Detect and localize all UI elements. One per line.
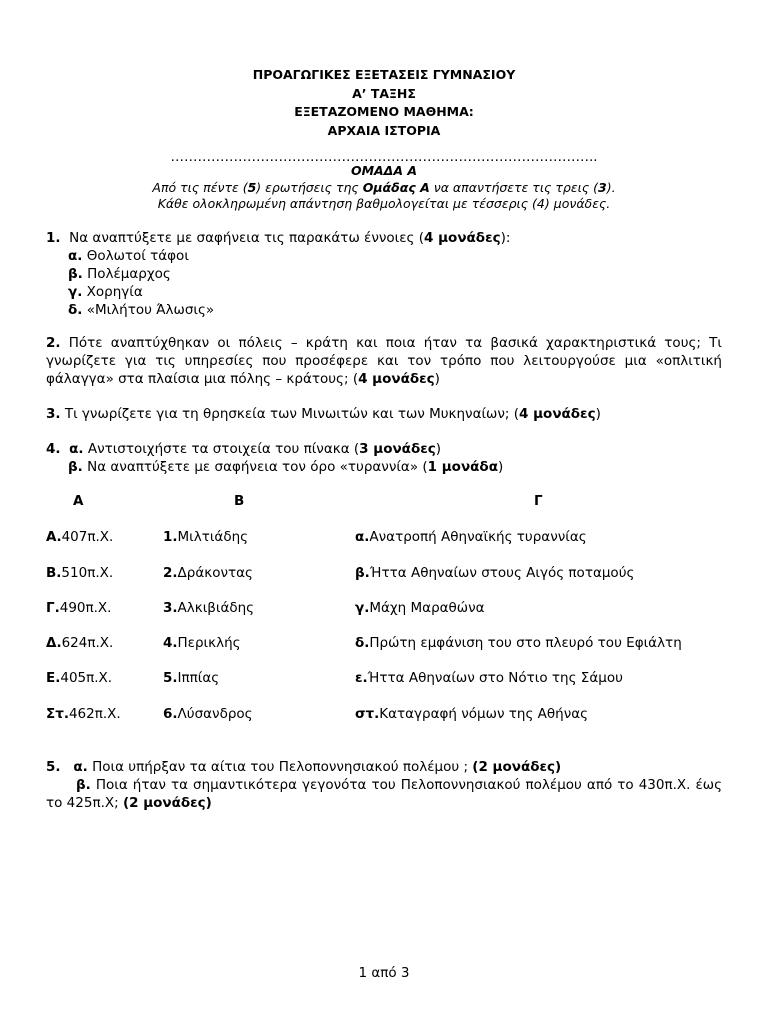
column-header-c: Γ	[534, 493, 543, 509]
cell-person: 1. Μιλτιάδης	[163, 529, 249, 545]
cell-date: Α. 407π.Χ.	[46, 529, 114, 545]
item-text: Χορηγία	[86, 284, 143, 300]
item-letter: γ.	[68, 284, 83, 300]
header-line-2: Α’ ΤΑΞΗΣ	[352, 85, 416, 101]
column-header-a: Α	[73, 493, 84, 509]
cell-date: Δ. 624π.Χ.	[46, 635, 114, 651]
question-points: 4 μονάδες	[519, 406, 596, 422]
table-row	[0, 529, 768, 549]
cell-event: α. Ανατροπή Αθηναϊκής τυραννίας	[355, 529, 587, 545]
question-text: Να αναπτύξετε με σαφήνεια τον όρο «τυραννία» (	[87, 459, 428, 475]
question-text: Ποια υπήρξαν τα αίτια του Πελοποννησιακού πολέμου ;	[92, 759, 473, 775]
cell-person: 4. Περικλής	[163, 635, 241, 651]
instr-text: να απαντήσετε τις τρεις (	[429, 179, 599, 195]
question-points: 1 μονάδα	[427, 459, 498, 475]
cell-date: Στ. 462π.Χ.	[46, 706, 121, 722]
question-points: (2 μονάδες)	[122, 795, 212, 811]
question-text-close: )	[435, 441, 442, 457]
cell-date: Ε. 405π.Χ.	[46, 670, 113, 686]
question-text-close: ):	[500, 230, 511, 246]
instr-number: 3	[598, 179, 607, 195]
question-number: 5.	[46, 759, 61, 775]
question-points: 4 μονάδες	[358, 371, 435, 387]
cell-event: ε. Ήττα Αθηναίων στο Νότιο της Σάμου	[355, 670, 623, 686]
sub-letter: β.	[68, 459, 83, 475]
item-text: Πολέμαρχος	[87, 266, 171, 282]
header-line-4: ΑΡΧΑΙΑ ΙΣΤΟΡΙΑ	[327, 122, 441, 138]
group-instruction-line	[0, 180, 768, 197]
instr-text: Από τις πέντε (	[152, 179, 248, 195]
list-item	[46, 301, 722, 319]
table-row	[0, 706, 768, 726]
group-instructions	[0, 163, 768, 213]
instr-text: ) ερωτήσεις της	[256, 179, 363, 195]
cell-person: 6. Λύσανδρος	[163, 706, 253, 722]
question-points: 3 μονάδες	[359, 441, 436, 457]
question-5	[46, 758, 722, 812]
list-item	[46, 247, 722, 265]
sub-letter: α.	[73, 759, 88, 775]
item-text: «Μιλήτου Άλωσις»	[86, 302, 215, 318]
list-item	[46, 283, 722, 301]
header-line-3: ΕΞΕΤΑΖΟΜΕΝΟ ΜΑΘΗΜΑ:	[294, 104, 474, 119]
cell-event: γ. Μάχη Μαραθώνα	[355, 600, 485, 616]
grading-note: Κάθε ολοκληρωμένη απάντηση βαθμολογείται με τέσσερις (4) μονάδες.	[157, 196, 611, 211]
question-number: 4.	[46, 441, 61, 457]
cell-person: 5. Ιππίας	[163, 670, 220, 686]
question-points: 4 μονάδες	[424, 230, 501, 246]
instr-text: ).	[606, 179, 616, 195]
cell-event: δ. Πρώτη εμφάνιση του στο πλευρό του Εφιάλτη	[355, 635, 682, 651]
question-text-close: )	[434, 371, 440, 387]
item-letter: α.	[68, 248, 83, 264]
exam-header	[0, 66, 768, 140]
group-title: ΟΜΑΔΑ Α	[350, 163, 418, 178]
list-item	[46, 265, 722, 283]
sub-letter: β.	[76, 777, 91, 793]
question-number: 2.	[46, 335, 61, 351]
dotted-separator: …………………………………………………………………………………..	[170, 149, 598, 165]
item-text: Θολωτοί τάφοι	[86, 248, 189, 264]
item-letter: β.	[68, 266, 83, 282]
cell-event: στ. Καταγραφή νόμων της Αθήνας	[355, 706, 589, 722]
question-text: Πότε αναπτύχθηκαν οι πόλεις – κράτη και ποια ήταν τα βασικά χαρακτηριστικά τους; Τι γνωρίζετε για τις υπηρεσίες που προσέφερε και τον τρόπο που λειτουργούσε μια «οπλιτική φάλαγγα» στα πλαίσια μια πόλης – κράτους; (	[46, 335, 722, 387]
item-letter: δ.	[68, 302, 83, 318]
cell-person: 3. Αλκιβιάδης	[163, 600, 255, 616]
cell-date: Γ. 490π.Χ.	[46, 600, 112, 616]
question-text: Αντιστοιχήστε τα στοιχεία του πίνακα (	[87, 441, 360, 457]
page-number: 1 από 3	[358, 965, 410, 981]
cell-person: 2. Δράκοντας	[163, 565, 253, 581]
question-4	[46, 440, 722, 476]
question-points: (2 μονάδες)	[472, 759, 562, 775]
question-text: Ποια ήταν τα σημαντικότερα γεγονότα του Πελοποννησιακού πολέμου από το 430π.Χ. έως το 425π.Χ;	[46, 777, 722, 811]
question-3	[46, 405, 722, 423]
question-text-close: )	[595, 406, 601, 422]
question-1	[46, 229, 722, 319]
table-row	[0, 565, 768, 585]
table-row	[0, 600, 768, 620]
question-text: Τι γνωρίζετε για τη θρησκεία των Μινωιτών και των Μυκηναίων; (	[64, 406, 520, 422]
instr-number: 5	[247, 179, 257, 195]
column-header-b: Β	[234, 493, 245, 509]
question-2	[46, 334, 722, 388]
table-row	[0, 635, 768, 655]
question-text: Να αναπτύξετε με σαφήνεια τις παρακάτω έννοιες (	[69, 230, 425, 246]
instr-group-name: Ομάδας Α	[362, 179, 430, 195]
header-line-1: ΠΡΟΑΓΩΓΙΚΕΣ ΕΞΕΤΑΣΕΙΣ ΓΥΜΝΑΣΙΟΥ	[252, 67, 516, 82]
sub-letter: α.	[69, 441, 84, 457]
question-text-close: )	[497, 459, 504, 475]
table-row	[0, 670, 768, 690]
question-number: 1.	[46, 230, 61, 246]
cell-date: Β. 510π.Χ.	[46, 565, 114, 581]
question-number: 3.	[46, 406, 61, 422]
cell-event: β. Ήττα Αθηναίων στους Αιγός ποταμούς	[355, 565, 635, 581]
